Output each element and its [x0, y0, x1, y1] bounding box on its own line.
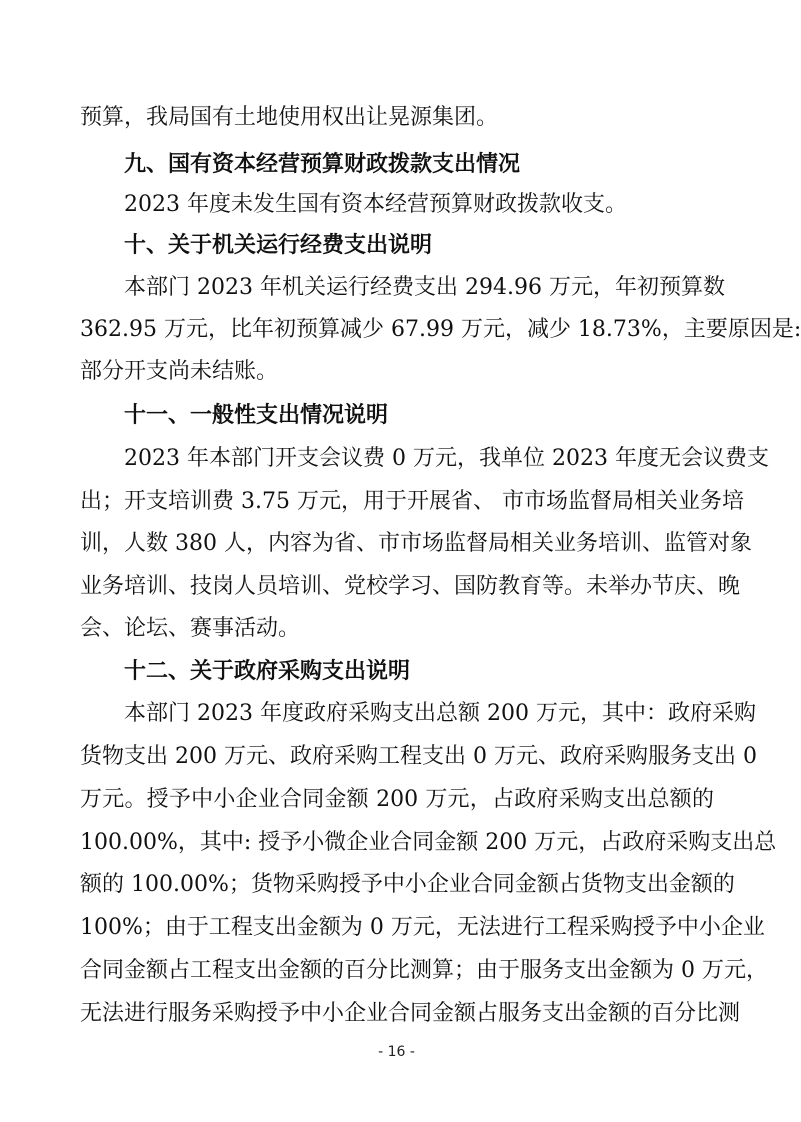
paragraph-line: 业务培训、技岗人员培训、党校学习、国防教育等。未举办节庆、晚 — [80, 574, 741, 599]
paragraph-line: 本部门 2023 年机关运行经费支出 294.96 万元，年初预算数 — [124, 275, 725, 300]
paragraph-line: 会、论坛、赛事活动。 — [80, 616, 301, 641]
paragraph-line: 合同金额占工程支出金额的百分比测算；由于服务支出金额为 0 万元， — [80, 958, 768, 983]
section-heading-9: 九、国有资本经营预算财政拨款支出情况 — [124, 152, 521, 177]
paragraph-line: 货物支出 200 万元、政府采购工程支出 0 万元、政府采购服务支出 0 — [80, 744, 757, 769]
section-heading-12: 十二、关于政府采购支出说明 — [124, 659, 411, 684]
paragraph-line: 出；开支培训费 3.75 万元，用于开展省、 市市场监督局相关业务培 — [80, 489, 744, 514]
paragraph-line: 部分开支尚未结账。 — [80, 359, 279, 384]
paragraph-line: 2023 年本部门开支会议费 0 万元，我单位 2023 年度无会议费支 — [124, 446, 769, 471]
paragraph-line: 本部门 2023 年度政府采购支出总额 200 万元，其中：政府采购 — [124, 701, 756, 726]
paragraph-line: 额的 100.00%；货物采购授予中小企业合同金额占货物支出金额的 — [80, 872, 735, 897]
paragraph-line: 362.95 万元，比年初预算减少 67.99 万元，减少 18.73%，主要原因是: — [80, 317, 801, 342]
section-heading-10: 十、关于机关运行经费支出说明 — [124, 233, 433, 258]
paragraph-line: 100.00%，其中: 授予小微企业合同金额 200 万元，占政府采购支出总 — [80, 830, 777, 855]
paragraph-line: 无法进行服务采购授予中小企业合同金额占服务支出金额的百分比测 — [80, 1001, 741, 1026]
section-heading-11: 十一、一般性支出情况说明 — [124, 403, 389, 428]
paragraph-line: 预算，我局国有土地使用权出让晃源集团。 — [80, 105, 499, 130]
page-number: - 16 - — [378, 1044, 415, 1060]
paragraph-line: 训，人数 380 人，内容为省、市市场监督局相关业务培训、监管对象 — [80, 531, 752, 556]
paragraph-line: 2023 年度未发生国有资本经营预算财政拨款收支。 — [124, 192, 627, 217]
paragraph-line: 万元。授予中小企业合同金额 200 万元，占政府采购支出总额的 — [80, 787, 714, 812]
paragraph-line: 100%；由于工程支出金额为 0 万元，无法进行工程采购授予中小企业 — [80, 915, 765, 940]
